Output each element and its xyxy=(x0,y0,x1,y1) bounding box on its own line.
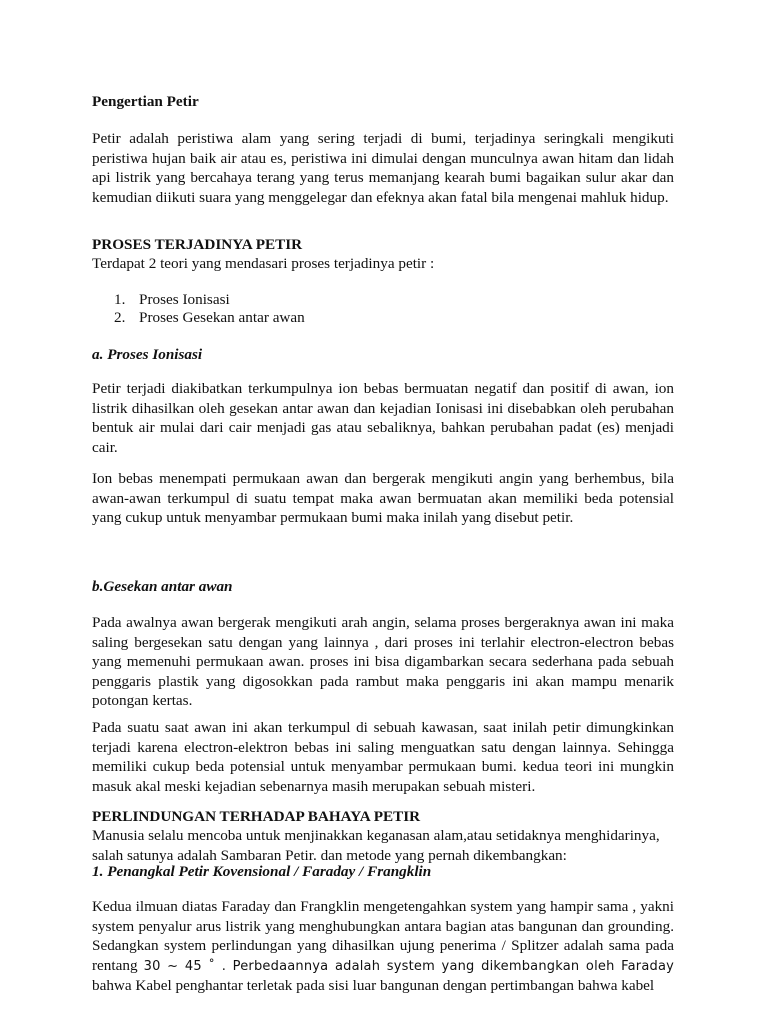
subheading-penangkal: 1. Penangkal Petir Kovensional / Faraday / Frangklin xyxy=(92,863,432,880)
subheading-gesekan: b.Gesekan antar awan xyxy=(92,578,233,595)
penangkal-paragraph xyxy=(92,897,674,996)
gesekan-paragraph-2: Pada suatu saat awan ini akan terkumpul di sebuah kawasan, saat inilah petir dimungkinkan terjadi karena electron-elektron bebas ini saling menguatkan satu dengan lainnya. Sehingga memiliki cukup beda potensial untuk menyambar permukaan bumi. kedua teori ini mungkin masuk akal meski kejadian sebenarnya masih merupakan sebuah misteri. xyxy=(92,719,674,795)
section-heading-perlindungan: PERLINDUNGAN TERHADAP BAHAYA PETIR xyxy=(92,808,421,825)
proses-lead: Terdapat 2 teori yang mendasari proses terjadinya petir : xyxy=(92,255,435,272)
penangkal-text-c: bahwa Kabel penghantar terletak pada sisi luar bangunan dengan pertimbangan bahwa kabel xyxy=(92,977,655,994)
penangkal-text-b: 30 ~ 45 ˚ . Perbedaannya adalah system yang dikembangkan oleh Faraday xyxy=(143,958,675,974)
list-item xyxy=(114,308,305,328)
section-heading-proses: PROSES TERJADINYA PETIR xyxy=(92,236,303,253)
subheading-ionisasi: a. Proses Ionisasi xyxy=(92,346,203,363)
perlindungan-lead: Manusia selalu mencoba untuk menjinakkan keganasan alam,atau setidaknya menghidarinya, salah satunya adalah Sambaran Petir. dan metode yang pernah dikembangkan: xyxy=(92,827,660,864)
penangkal-text-a: Kedua ilmuan diatas Faraday dan Frangklin mengetengahkan system yang hampir sama , yakni system penyalur arus listrik yang menghubungkan antara bagian atas bangunan dan grounding. Sedangkan system perlindungan yang dihasilkan ujung penerima / Splitzer adalah sama pada rentang xyxy=(92,898,674,974)
list-item xyxy=(114,290,230,310)
ionisasi-paragraph-2: Ion bebas menempati permukaan awan dan bergerak mengikuti angin yang berhembus, bila awan-awan terkumpul di suatu tempat maka awan bermuatan akan memiliki beda potensial yang cukup untuk menyambar permukaan bumi maka inilah yang disebut petir. xyxy=(92,470,674,526)
ionisasi-paragraph-1: Petir terjadi diakibatkan terkumpulnya ion bebas bermuatan negatif dan positif di awan, ion listrik dihasilkan oleh gesekan antar awan dan kejadian Ionisasi ini disebabkan oleh perubahan bentuk air mulai dari cair menjadi gas atau sebaliknya, bahkan perubahan padat (es) menjadi cair. xyxy=(92,380,674,456)
list-label: Proses Ionisasi xyxy=(139,291,230,308)
list-number: 2. xyxy=(114,309,126,326)
list-number: 1. xyxy=(114,291,126,308)
list-label: Proses Gesekan antar awan xyxy=(139,309,305,326)
gesekan-paragraph-1: Pada awalnya awan bergerak mengikuti arah angin, selama proses bergeraknya awan ini maka saling bergesekan satu dengan yang lainnya , dari proses ini terlahir electron-electron bebas yang memenuhi permukaan awan. proses ini bisa digambarkan secara sederhana pada sebuah penggaris plastik yang digosokkan pada rambut maka penggaris ini akan mampu menarik potongan kertas. xyxy=(92,614,674,709)
intro-paragraph: Petir adalah peristiwa alam yang sering terjadi di bumi, terjadinya seringkali mengikuti peristiwa hujan baik air atau es, peristiwa ini dimulai dengan munculnya awan hitam dan lidah api listrik yang bercahaya terang yang terus memanjang kearah bumi bagaikan sulur akar dan kemudian diikuti suara yang menggelegar dan efeknya akan fatal bila mengenai mahluk hidup. xyxy=(92,130,674,206)
page-title: Pengertian Petir xyxy=(92,93,199,110)
